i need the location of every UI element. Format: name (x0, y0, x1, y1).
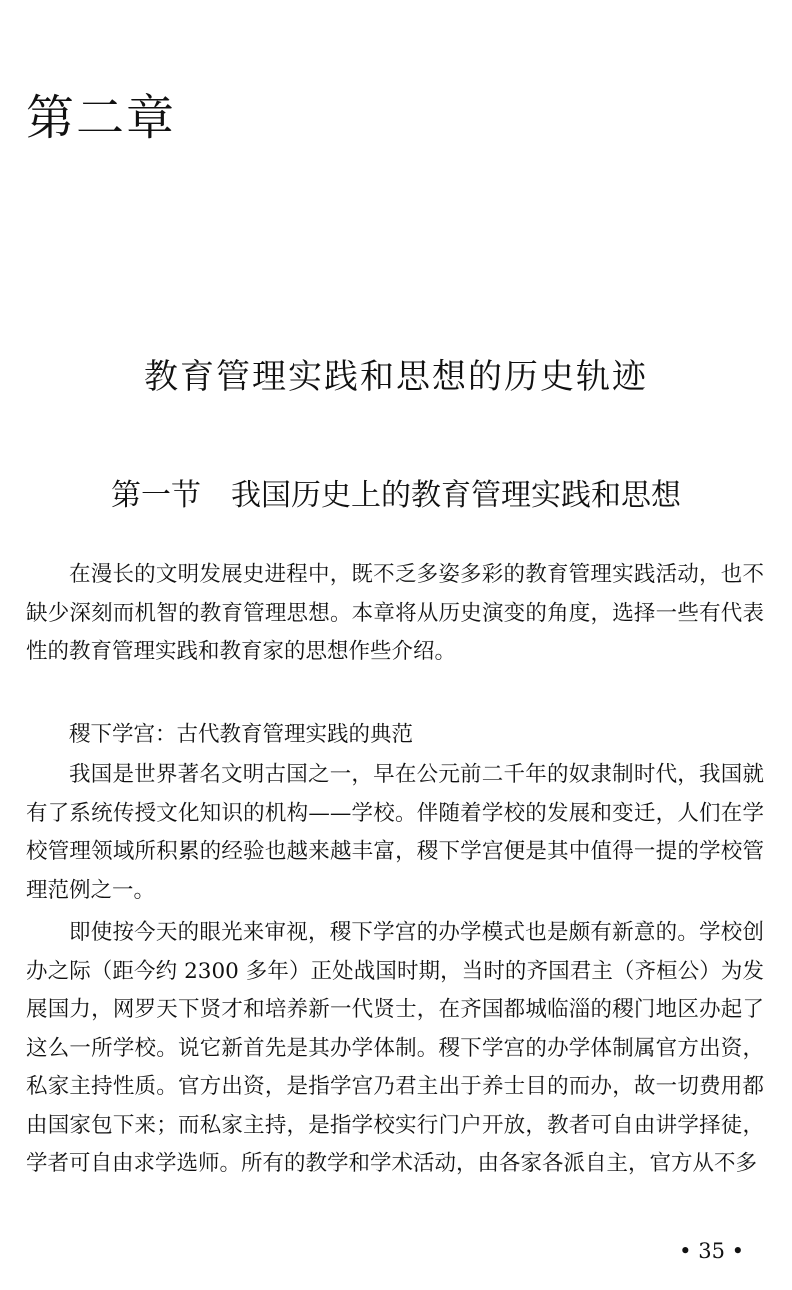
section-heading (0, 472, 792, 520)
page-number: • 35 • (679, 1239, 744, 1263)
body-paragraph: 我国是世界著名文明古国之一，早在公元前二千年的奴隶制时代，我国就有了系统传授文化知识的机构——学校。伴随着学校的发展和变迁，人们在学校管理领域所积累的经验也越来越丰富，稷下学宫便是其中值得一提的学校管理范例之一。 (26, 762, 764, 903)
subsection-heading: 稷下学宫：古代教育管理实践的典范 (69, 722, 414, 747)
chapter-title: 教育管理实践和思想的历史轨迹 (144, 357, 648, 397)
section-title: 我国历史上的教育管理实践和思想 (231, 478, 681, 513)
intro-paragraph: 在漫长的文明发展史进程中，既不乏多姿多彩的教育管理实践活动，也不缺少深刻而机智的教育管理思想。本章将从历史演变的角度，选择一些有代表性的教育管理实践和教育家的思想作些介绍。 (26, 562, 764, 664)
chapter-heading: 第二章 (26, 90, 177, 146)
body-paragraph: 即使按今天的眼光来审视，稷下学宫的办学模式也是颇有新意的。学校创办之际（距今约 2300 多年）正处战国时期，当时的齐国君主（齐桓公）为发展国力，网罗天下贤才和培养新一代贤士，在齐国都城临淄的稷门地区办起了这么一所学校。说它新首先是其办学体制。稷下学宫的办学体制属官方出资，私家主持性质。官方出资，是指学宫乃君主出于养士目的而办，故一切费用都由国家包下来；而私家主持，是指学校实行门户开放，教者可自由讲学择徒，学者可自由求学选师。所有的教学和学术活动，由各家各派自主，官方从不多 (26, 920, 764, 1176)
section-number: 第一节 (111, 478, 201, 513)
